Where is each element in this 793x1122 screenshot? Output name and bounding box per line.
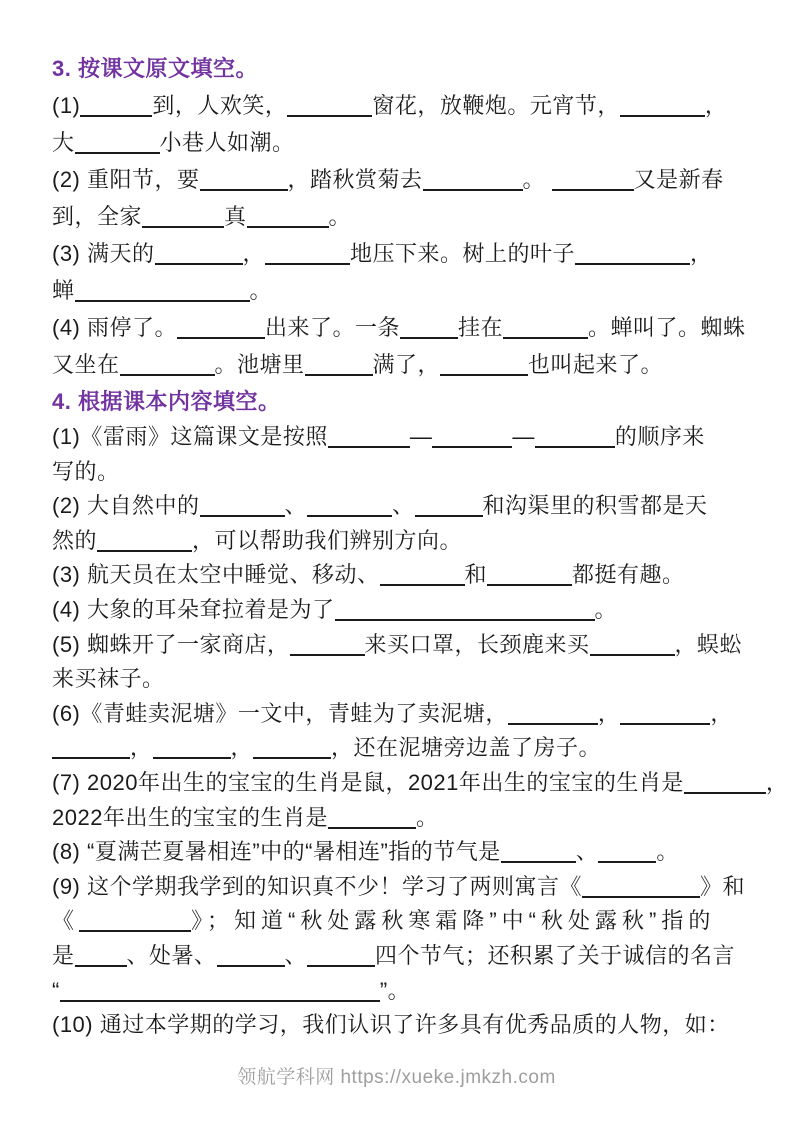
worksheet-line <box>52 974 764 1009</box>
text-segment: 、 <box>575 839 599 865</box>
fill-in-blank <box>247 204 329 228</box>
text-segment: ，可以帮助我们辨别方向。 <box>192 527 463 553</box>
text-segment: 》和 <box>700 873 746 899</box>
text-segment: (3) 满天的 <box>52 241 155 266</box>
text-segment: 又是新春 <box>633 167 724 192</box>
text-segment: 。 <box>249 278 273 303</box>
section-heading: 4. 根据课本内容填空。 <box>52 389 281 414</box>
text-segment: (1) <box>52 93 81 118</box>
worksheet-line <box>52 524 764 559</box>
fill-in-blank <box>97 528 192 552</box>
worksheet-line <box>52 346 764 383</box>
text-segment: 地压下来。树上的叶子 <box>350 241 576 266</box>
fill-in-blank <box>79 908 191 932</box>
fill-in-blank <box>415 493 483 517</box>
worksheet-line <box>52 593 764 628</box>
text-segment: (3) 航天员在太空中睡觉、移动、 <box>52 562 380 588</box>
text-segment: 出来了。一条 <box>265 315 401 340</box>
fill-in-blank <box>380 562 465 586</box>
text-segment: 又坐在 <box>52 352 120 377</box>
fill-in-blank <box>582 874 700 898</box>
text-segment: 到，人欢笑， <box>152 93 288 118</box>
fill-in-blank <box>508 701 598 725</box>
worksheet-line <box>52 731 764 766</box>
fill-in-blank <box>305 352 373 376</box>
text-segment: 四个节气；还积累了关于诚信的名言 <box>375 942 736 968</box>
fill-in-blank <box>80 93 152 117</box>
worksheet-line <box>52 628 764 663</box>
text-segment: 然的 <box>52 527 98 553</box>
text-segment: 和沟渠里的积雪都是天 <box>482 493 708 519</box>
text-segment: 《 <box>52 908 80 934</box>
worksheet-line <box>52 198 764 235</box>
text-segment: 蝉 <box>52 278 75 303</box>
text-segment: 。 <box>656 839 679 865</box>
text-segment: 写的。 <box>52 458 120 484</box>
fill-in-blank <box>177 315 265 339</box>
text-segment: 和 <box>464 562 488 588</box>
text-segment: 来买口罩，长颈鹿来买 <box>364 631 590 657</box>
text-segment: (7) 2020年出生的宝宝的生肖是鼠，2021年出生的宝宝的生肖是 <box>52 769 684 795</box>
text-segment: “ <box>52 977 60 1003</box>
fill-in-blank <box>552 167 634 191</box>
section-heading: 3. 按课文原文填空。 <box>52 56 258 81</box>
worksheet-line <box>52 161 764 198</box>
text-segment: 窗花，放鞭炮。元宵节， <box>372 93 620 118</box>
text-segment: ， <box>130 735 153 761</box>
text-segment: ， <box>597 700 621 726</box>
fill-in-blank <box>75 130 160 154</box>
text-segment: 。 <box>415 804 439 830</box>
fill-in-blank <box>335 597 595 621</box>
text-segment: (2) 重阳节，要 <box>52 167 200 192</box>
worksheet-line <box>52 870 764 905</box>
fill-in-blank <box>328 805 416 829</box>
worksheet-line <box>52 309 764 346</box>
text-segment: 、 <box>284 942 308 968</box>
text-segment: (5) 蜘蛛开了一家商店， <box>52 631 290 657</box>
fill-in-blank <box>120 352 215 376</box>
fill-in-blank <box>307 493 392 517</box>
worksheet-line <box>52 939 764 974</box>
worksheet-line <box>52 835 764 870</box>
text-segment: 也叫起来了。 <box>528 352 664 377</box>
fill-in-blank <box>200 493 285 517</box>
fill-in-blank <box>487 562 572 586</box>
text-segment: 大 <box>52 130 75 155</box>
text-segment: 、 <box>392 493 415 519</box>
fill-in-blank <box>501 839 576 863</box>
fill-in-blank <box>155 241 243 265</box>
fill-in-blank <box>440 352 528 376</box>
fill-in-blank <box>75 943 127 967</box>
fill-in-blank <box>142 204 224 228</box>
fill-in-blank <box>432 424 512 448</box>
fill-in-blank <box>620 701 710 725</box>
text-segment: ， <box>242 241 266 266</box>
text-segment: 真 <box>224 204 247 229</box>
text-segment: — <box>409 424 433 449</box>
text-segment: (1)《雷雨》这篇课文是按照 <box>52 424 328 449</box>
text-segment: 到，全家 <box>52 204 143 229</box>
text-segment: 的顺序来 <box>614 424 705 449</box>
worksheet-content <box>52 50 789 1043</box>
text-segment: 。池塘里 <box>214 352 305 377</box>
worksheet-line <box>52 455 764 490</box>
text-segment: 。 <box>594 596 618 622</box>
fill-in-blank <box>575 241 690 265</box>
text-segment: ，蜈蚣 <box>674 631 743 657</box>
worksheet-line <box>52 558 764 593</box>
text-segment: (10) 通过本学期的学习，我们认识了许多具有优秀品质的人物，如： <box>52 1012 730 1038</box>
fill-in-blank <box>400 315 458 339</box>
text-segment: (2) 大自然中的 <box>52 493 200 519</box>
worksheet-line <box>52 766 789 801</box>
worksheet-line <box>52 272 764 309</box>
text-segment: 》；知道“秋处露秋寒霜降”中“秋处露秋”指的 <box>191 908 716 934</box>
text-segment: (6)《青蛙卖泥塘》一文中，青蛙为了卖泥塘， <box>52 700 508 726</box>
worksheet-line <box>52 235 764 272</box>
worksheet-line <box>52 489 764 524</box>
text-segment: ，还在泥塘旁边盖了房子。 <box>331 735 602 761</box>
text-segment: 都挺有趣。 <box>572 562 685 588</box>
worksheet-line <box>52 904 764 939</box>
worksheet-line <box>52 124 764 161</box>
fill-in-blank <box>153 735 231 759</box>
fill-in-blank <box>620 93 705 117</box>
fill-in-blank <box>200 167 288 191</box>
fill-in-blank <box>287 93 372 117</box>
text-segment: ， <box>704 93 728 118</box>
text-segment: (4) 雨停了。 <box>52 315 178 340</box>
fill-in-blank <box>307 943 375 967</box>
text-segment: ， <box>230 735 254 761</box>
fill-in-blank <box>535 424 615 448</box>
worksheet-line <box>52 662 764 697</box>
text-segment: 满了， <box>372 352 441 377</box>
worksheet-line <box>52 420 764 455</box>
fill-in-blank <box>75 278 250 302</box>
text-segment: ， <box>710 700 733 726</box>
text-segment: 、 <box>284 493 308 519</box>
text-segment: 、处暑、 <box>126 942 217 968</box>
text-segment: 2022年出生的宝宝的生肖是 <box>52 804 328 830</box>
worksheet-line <box>52 801 764 836</box>
fill-in-blank <box>328 424 410 448</box>
text-segment: — <box>512 424 535 449</box>
worksheet-line <box>52 697 764 732</box>
text-segment: ”。 <box>379 977 411 1003</box>
text-segment: (8) “夏满芒夏暑相连”中的“暑相连”指的节气是 <box>52 839 501 865</box>
footer-watermark: 领航学科网 https://xueke.jmkzh.com <box>237 1067 556 1088</box>
fill-in-blank <box>52 735 130 759</box>
text-segment: 挂在 <box>458 315 504 340</box>
fill-in-blank <box>253 735 331 759</box>
fill-in-blank <box>423 167 523 191</box>
text-segment: ，踏秋赏菊去 <box>287 167 423 192</box>
text-segment: 是 <box>52 942 75 968</box>
text-segment: 。 <box>522 167 552 192</box>
fill-in-blank <box>265 241 350 265</box>
fill-in-blank <box>217 943 285 967</box>
worksheet-line <box>52 87 764 124</box>
worksheet-line <box>52 1008 764 1043</box>
fill-in-blank <box>290 632 365 656</box>
fill-in-blank <box>60 978 380 1002</box>
text-segment: ， <box>690 241 713 266</box>
text-segment: (9) 这个学期我学到的知识真不少！学习了两则寓言《 <box>52 873 583 899</box>
fill-in-blank <box>684 770 766 794</box>
text-segment: 来买袜子。 <box>52 666 165 692</box>
text-segment: 。 <box>328 204 352 229</box>
fill-in-blank <box>590 632 675 656</box>
text-segment: (4) 大象的耳朵耷拉着是为了 <box>52 596 335 622</box>
text-segment: 。蝉叫了。蜘蛛 <box>588 315 746 340</box>
fill-in-blank <box>503 315 588 339</box>
text-segment: 小巷人如潮。 <box>159 130 295 155</box>
fill-in-blank <box>598 839 656 863</box>
text-segment: ， <box>765 769 789 795</box>
